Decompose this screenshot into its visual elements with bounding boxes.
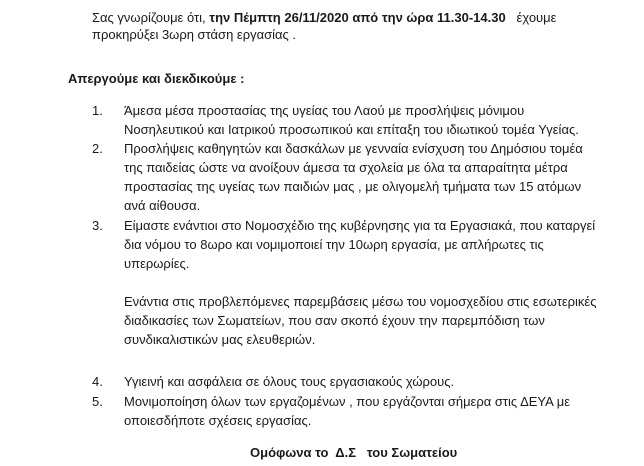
item-1-line-1: Άμεσα μέσα προστασίας της υγείας του Λαού με προσλήψεις μόνιμου: [124, 103, 525, 118]
intro-suffix: έχουμε: [505, 10, 557, 25]
item-3-continuation-line-2: διαδικασίες των Σωματείων, που σαν σκοπό έχουν την παρεμπόδιση των: [124, 313, 545, 328]
item-3-continuation-line-3: συνδικαλιστικών μας ελευθεριών.: [124, 332, 316, 347]
item-4-line-1: Υγιεινή και ασφάλεια σε όλους τους εργασιακούς χώρους.: [124, 374, 455, 389]
intro-line-2: προκηρύξει 3ωρη στάση εργασίας .: [92, 27, 297, 42]
intro-prefix: Σας γνωρίζουμε ότι,: [92, 10, 210, 25]
signature-line: Ομόφωνα το Δ.Σ του Σωματείου: [250, 445, 458, 460]
item-1-line-2: Νοσηλευτικού και Ιατρικού προσωπικού και επίταξη του ιδιωτικού τομέα Υγείας.: [124, 122, 579, 137]
item-3-line-2: δια νόμου το 8ωρο και νομιμοποιεί την 10ωρη εργασία, με απλήρωτες τις: [124, 237, 544, 252]
demands-heading: Απεργούμε και διεκδικούμε :: [68, 71, 245, 86]
item-5-line-2: οποιεσδήποτε σχέσεις εργασίας.: [124, 413, 312, 428]
item-3-line-1: Είμαστε ενάντιοι στο Νομοσχέδιο της κυβέρνησης για τα Εργασιακά, που καταργεί: [124, 218, 596, 233]
item-5-number: 5.: [92, 394, 103, 409]
item-2-line-2: της παιδείας ώστε να ανοίξουν άμεσα τα σχολεία με όλα τα απαραίτητα μέτρα: [124, 160, 568, 175]
item-2-line-4: ανά αίθουσα.: [124, 198, 201, 213]
item-2-line-3: προστασίας της υγείας των παιδιών μας , με ολιγομελή τμήματα των 15 ατόμων: [124, 179, 582, 194]
item-4-number: 4.: [92, 374, 103, 389]
item-3-line-3: υπερωρίες.: [124, 256, 190, 271]
item-3-continuation-line-1: Ενάντια στις προβλεπόμενες παρεμβάσεις μέσω του νομοσχεδίου στις εσωτερικές: [124, 294, 597, 309]
intro-date-highlight: την Πέμπτη 26/11/2020 από την ώρα 11.30-14.30: [209, 10, 506, 25]
item-5-line-1: Μονιμοποίηση όλων των εργαζομένων , που εργάζονται σήμερα στις ΔΕΥΑ με: [124, 394, 570, 409]
item-2-line-1: Προσλήψεις καθηγητών και δασκάλων με γενναία ενίσχυση του Δημόσιου τομέα: [124, 141, 583, 156]
item-3-number: 3.: [92, 218, 103, 233]
item-2-number: 2.: [92, 141, 103, 156]
intro-line-1: [92, 10, 556, 26]
item-1-number: 1.: [92, 103, 103, 118]
